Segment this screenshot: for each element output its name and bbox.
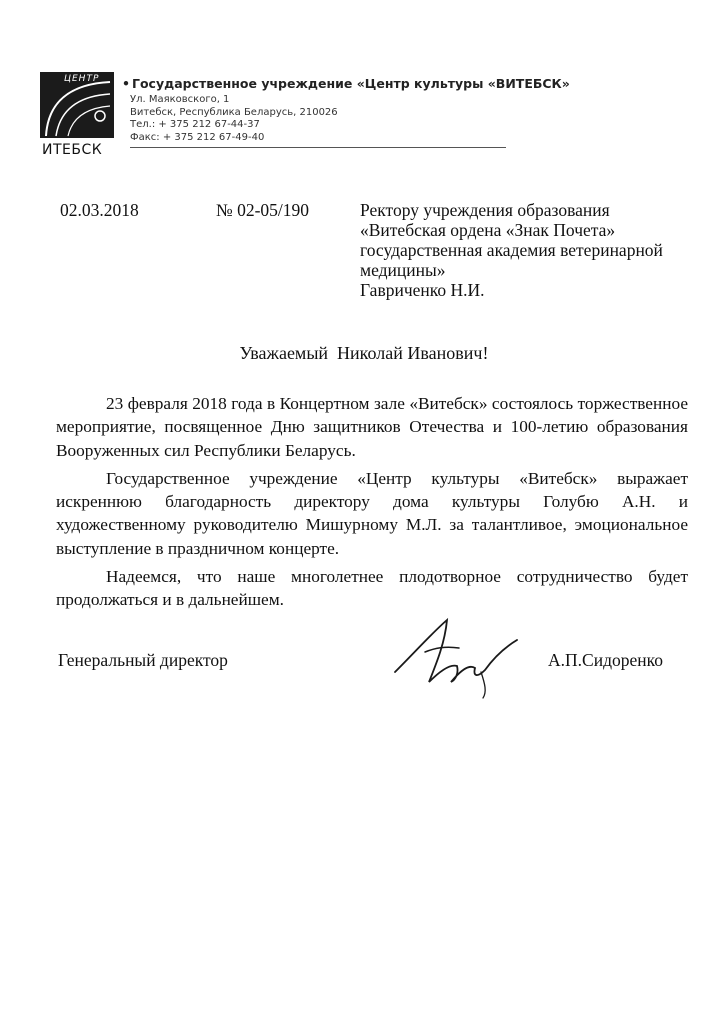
letterhead-divider	[130, 147, 506, 148]
address-line-1: Ул. Маяковского, 1	[130, 94, 230, 105]
body-paragraph-1: 23 февраля 2018 года в Концертном зале «Витебск» состоялось торжественное мероприятие, посвященное Дню защитников Отечества и 100-летию образования Вооруженных сил Республики Беларусь.	[56, 394, 688, 460]
letterhead-details	[122, 76, 580, 144]
addressee-line-3: государственная академия ветеринарной	[360, 240, 663, 260]
logo-text-city: ИТЕБСК	[42, 142, 103, 158]
fax-line: Факс: + 375 212 67-49-40	[130, 131, 265, 143]
signatory-name: А.П.Сидоренко	[548, 650, 663, 670]
handwritten-signature	[385, 612, 525, 702]
letter-date: 02.03.2018	[60, 200, 139, 220]
organization-logo	[40, 72, 118, 162]
address-line-2: Витебск, Республика Беларусь, 210026	[130, 106, 338, 118]
organization-name: • Государственное учреждение «Центр культуры «ВИТЕБСК»	[122, 76, 570, 91]
phone-line: Тел.: + 375 212 67-44-37	[130, 119, 260, 130]
greeting: Уважаемый Николай Иванович!	[239, 343, 489, 363]
letter-number: № 02-05/190	[216, 200, 310, 220]
addressee-line-5: Гавриченко Н.И.	[360, 280, 485, 300]
signatory-title: Генеральный директор	[58, 650, 228, 670]
letter-body	[56, 392, 688, 612]
logo-mark	[40, 72, 114, 138]
body-paragraph-2: Государственное учреждение «Центр культуры «Витебск» выражает искреннюю благодарность директору дома культуры Голубю А.Н. и художественному руководителю Мишурному М.Л. за талантливое, эмоциональное выступление в праздничном концерте.	[56, 468, 688, 558]
addressee-block	[360, 200, 720, 300]
body-paragraph-3: Надеемся, что наше многолетнее плодотворное сотрудничество будет продолжаться и в дальнейшем.	[56, 567, 688, 610]
logo-text-top: ЦЕНТР	[64, 74, 100, 84]
addressee-line-2: «Витебская ордена «Знак Почета»	[360, 220, 616, 240]
addressee-line-4: медицины»	[360, 260, 446, 280]
addressee-line-1: Ректору учреждения образования	[360, 200, 610, 220]
